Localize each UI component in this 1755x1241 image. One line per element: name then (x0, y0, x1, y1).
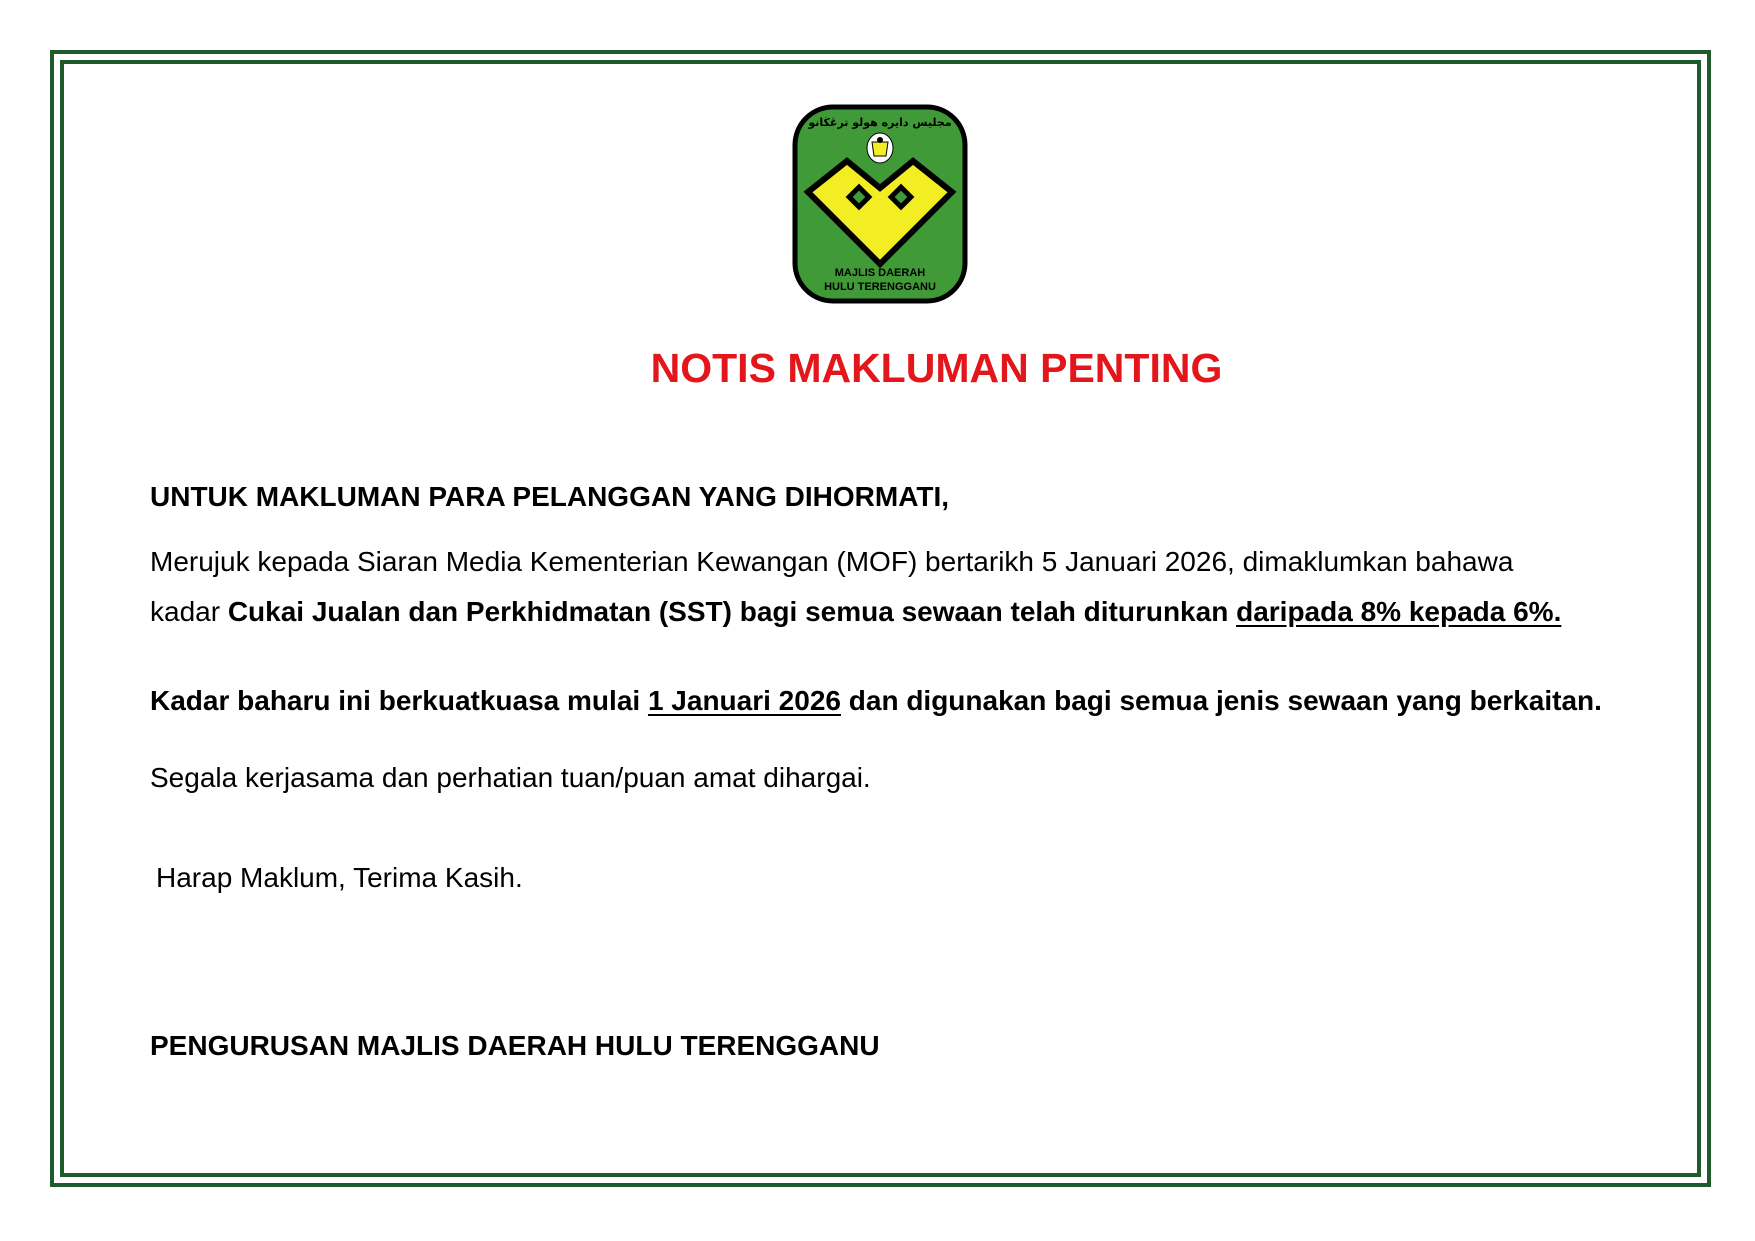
signature: PENGURUSAN MAJLIS DAERAH HULU TERENGGANU (150, 1030, 880, 1061)
paragraph-1-line-1: Merujuk kepada Siaran Media Kementerian Kewangan (MOF) bertarikh 5 Januari 2026, dimaklumkan bahawa (150, 546, 1514, 577)
effective-date: 1 Januari 2026 (647, 685, 841, 716)
text-segment: dan digunakan bagi semua jenis sewaan yang berkaitan. (840, 685, 1602, 716)
greeting: UNTUK MAKLUMAN PARA PELANGGAN YANG DIHORMATI, (150, 481, 950, 512)
text-segment: kadar (150, 596, 228, 627)
paragraph-2 (150, 684, 1602, 718)
text-segment: Kadar baharu ini berkuatkuasa mulai (150, 685, 648, 716)
rate-change: daripada 8% kepada 6%. (1236, 596, 1562, 627)
crest-icon (867, 133, 893, 163)
text-segment (1228, 596, 1236, 627)
sst-statement: Cukai Jualan dan Perkhidmatan (SST) bagi semua sewaan telah diturunkan (227, 596, 1229, 627)
logo-arabic-text: مجليس دايره هولو ترڠڬانو (808, 116, 952, 129)
council-logo (792, 104, 968, 304)
closing-line: Harap Maklum, Terima Kasih. (156, 862, 523, 893)
paragraph-3: Segala kerjasama dan perhatian tuan/puan amat dihargai. (150, 762, 871, 793)
notice-title: NOTIS MAKLUMAN PENTING (650, 345, 1223, 391)
logo-name-line2: HULU TERENGGANU (824, 281, 936, 293)
logo-name-line1: MAJLIS DAERAH (834, 267, 926, 279)
paragraph-1-line-2 (150, 595, 1561, 629)
